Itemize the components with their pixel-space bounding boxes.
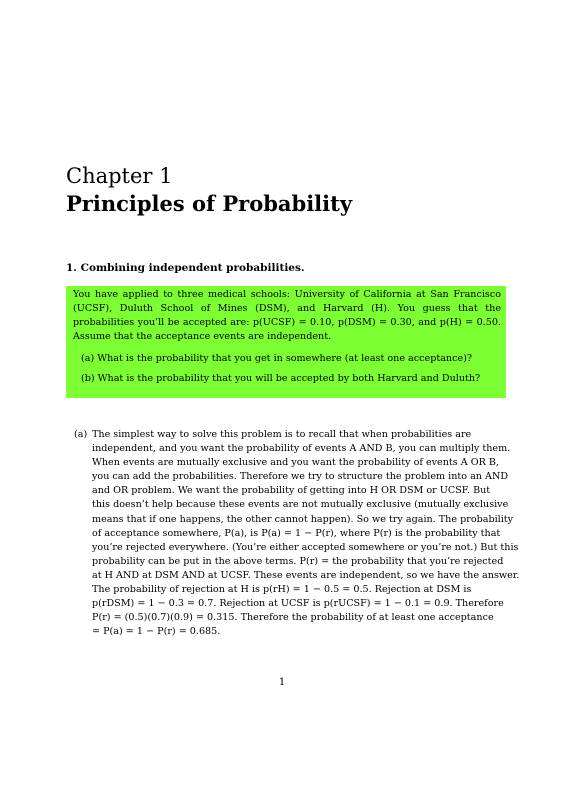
solution-line: P(r) = (0.5)(0.7)(0.9) = 0.315. Therefore the probability of at least one acceptance (92, 612, 494, 624)
chapter-title: Principles of Probability (66, 191, 353, 216)
solution-line: of acceptance somewhere, P(a), is P(a) = 1 − P(r), where P(r) is the probability that (92, 527, 501, 539)
solution-line: you’re rejected everywhere. (You’re either accepted somewhere or you’re not.) But this (92, 541, 519, 553)
solution-label: (a) (74, 429, 88, 440)
solution-line: = P(a) = 1 − P(r) = 0.685. (92, 626, 221, 638)
solution-line: independent, and you want the probability of events A AND B, you can multiply them. (92, 443, 511, 455)
solution-body (92, 428, 520, 639)
solution-line: this doesn’t help because these events are not mutually exclusive (mutually exclusive (92, 499, 509, 511)
chapter-heading (66, 163, 352, 217)
solution-line: The simplest way to solve this problem is to recall that when probabilities are (92, 429, 472, 440)
problem-part-b: (b) What is the probability that you will be accepted by both Harvard and Duluth? (81, 373, 481, 384)
solution-line: at H AND at DSM AND at UCSF. These events are independent, so we have the answer. (92, 569, 520, 581)
page-number: 1 (278, 677, 286, 688)
chapter-label: Chapter 1 (66, 164, 173, 188)
solution-block (74, 428, 520, 639)
solution-line: you can add the probabilities. Therefore we try to structure the problem into an AND (92, 471, 509, 483)
problem-heading: 1. Combining independent probabilities. (66, 262, 305, 274)
problem-statement: You have applied to three medical schools: University of California at San Francisco (UCSF), Duluth School of Mines (DSM), and Harvard (H). You guess that the probabilities you’ll be accepted are: p(UCSF) = 0.10, p(DSM) = 0.30, and p(H) = 0.50. Assume that the acceptance events are independent. (73, 289, 501, 342)
solution-line: means that if one happens, the other cannot happen). So we try again. The probability (92, 513, 514, 525)
solution-line: probability can be put in the above terms. P(r) = the probability that you’re rejected (92, 555, 504, 567)
solution-line: When events are mutually exclusive and you want the probability of events A OR B, (92, 457, 499, 469)
solution-line: p(rDSM) = 1 − 0.3 = 0.7. Rejection at UCSF is p(rUCSF) = 1 − 0.1 = 0.9. Therefore (92, 598, 504, 610)
solution-line: The probability of rejection at H is p(rH) = 1 − 0.5 = 0.5. Rejection at DSM is (92, 584, 472, 596)
solution-line: and OR problem. We want the probability of getting into H OR DSM or UCSF. But (92, 485, 491, 497)
problem-highlight-box (66, 286, 506, 398)
problem-part-a: (a) What is the probability that you get in somewhere (at least one acceptance)? (81, 353, 473, 364)
